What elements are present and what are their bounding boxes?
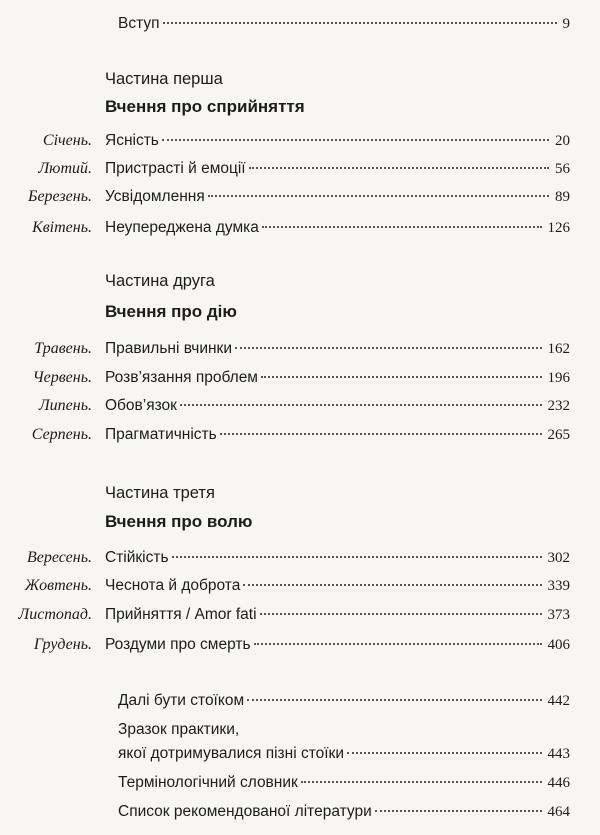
toc-entry-intro[interactable] — [0, 13, 600, 35]
page-number: 446 — [547, 775, 570, 791]
dot-leader — [162, 139, 549, 141]
entry-title: Чеснота й доброта — [105, 577, 241, 594]
toc-entry[interactable] — [0, 217, 600, 239]
dot-leader — [301, 781, 542, 783]
entry-title: Прийняття / Amor fati — [105, 606, 257, 623]
page-number: 302 — [547, 550, 570, 566]
entry-title: Прагматичність — [105, 426, 217, 443]
toc-entry[interactable] — [0, 575, 600, 597]
dot-leader — [180, 404, 542, 406]
entry-title: Правильні вчинки — [105, 340, 232, 357]
month-label: Жовтень. — [24, 577, 92, 594]
month-label: Березень. — [28, 188, 92, 205]
page-number: 56 — [555, 161, 570, 177]
toc-entry[interactable] — [0, 130, 600, 152]
entry-title: Далі бути стоїком — [118, 692, 245, 709]
page-number: 162 — [547, 341, 570, 357]
toc-entry-appendix[interactable] — [0, 772, 600, 794]
entry-title: Стійкість — [105, 549, 169, 566]
entry-title: Неупереджена думка — [105, 219, 259, 236]
toc-entry[interactable] — [0, 424, 600, 446]
part-title: Вчення про дію — [105, 302, 237, 321]
toc-entry[interactable] — [0, 367, 600, 389]
dot-leader — [172, 556, 542, 558]
page-number: 196 — [547, 370, 570, 386]
dot-leader — [260, 613, 542, 615]
part-label: Частина перша — [105, 70, 223, 88]
page-number: 20 — [555, 133, 570, 149]
entry-title: Пристрасті й емоції — [105, 160, 246, 177]
dot-leader — [254, 643, 542, 645]
month-label: Вересень. — [27, 549, 92, 566]
page-number: 442 — [547, 693, 570, 709]
page-number: 89 — [555, 189, 570, 205]
part-label: Частина третя — [105, 484, 215, 502]
dot-leader — [243, 584, 541, 586]
entry-title: Ясність — [105, 132, 159, 149]
dot-leader — [375, 810, 542, 812]
dot-leader — [235, 347, 542, 349]
month-label: Лютий. — [38, 160, 92, 177]
dot-leader — [262, 226, 542, 228]
page-number: 126 — [547, 220, 570, 236]
dot-leader — [163, 22, 557, 24]
toc-entry-appendix[interactable] — [0, 743, 600, 765]
entry-title: Список рекомендованої літератури — [118, 803, 372, 820]
dot-leader — [249, 167, 549, 169]
part-title: Вчення про волю — [105, 512, 253, 531]
entry-title: Вступ — [118, 15, 160, 32]
page-number: 373 — [547, 607, 570, 623]
month-label: Червень. — [32, 369, 92, 386]
toc-entry[interactable] — [0, 158, 600, 180]
entry-title: Усвідомлення — [105, 188, 205, 205]
part-label: Частина друга — [105, 272, 215, 290]
toc-entry-appendix[interactable] — [0, 801, 600, 823]
entry-title: Роздуми про смерть — [105, 636, 251, 653]
entry-title-line: Зразок практики, — [118, 721, 240, 738]
entry-title: Обов’язок — [105, 397, 177, 414]
dot-leader — [247, 699, 541, 701]
entry-title: Розв’язання проблем — [105, 369, 258, 386]
page-number: 232 — [547, 398, 570, 414]
month-label: Серпень. — [31, 426, 92, 443]
toc-entry[interactable] — [0, 604, 600, 626]
toc-entry[interactable] — [0, 634, 600, 656]
page-number: 443 — [547, 746, 570, 762]
page-number: 265 — [547, 427, 570, 443]
month-label: Липень. — [38, 397, 92, 414]
toc-entry[interactable] — [0, 186, 600, 208]
entry-title: якої дотримувалися пізні стоїки — [118, 745, 344, 762]
dot-leader — [208, 195, 549, 197]
toc-entry-appendix[interactable] — [0, 690, 600, 712]
month-label: Травень. — [34, 340, 92, 357]
toc-entry[interactable] — [0, 395, 600, 417]
part-title: Вчення про сприйняття — [105, 97, 305, 116]
dot-leader — [347, 752, 542, 754]
toc-entry[interactable] — [0, 547, 600, 569]
month-label: Січень. — [42, 132, 92, 149]
page-number: 464 — [547, 804, 570, 820]
month-label: Грудень. — [33, 636, 92, 653]
page-number: 406 — [547, 637, 570, 653]
page-number: 9 — [562, 16, 570, 32]
dot-leader — [220, 433, 542, 435]
entry-title: Термінологічний словник — [118, 774, 298, 791]
toc-entry[interactable] — [0, 338, 600, 360]
month-label: Квітень. — [32, 219, 92, 236]
dot-leader — [261, 376, 542, 378]
page-number: 339 — [547, 578, 570, 594]
month-label: Листопад. — [18, 606, 92, 623]
